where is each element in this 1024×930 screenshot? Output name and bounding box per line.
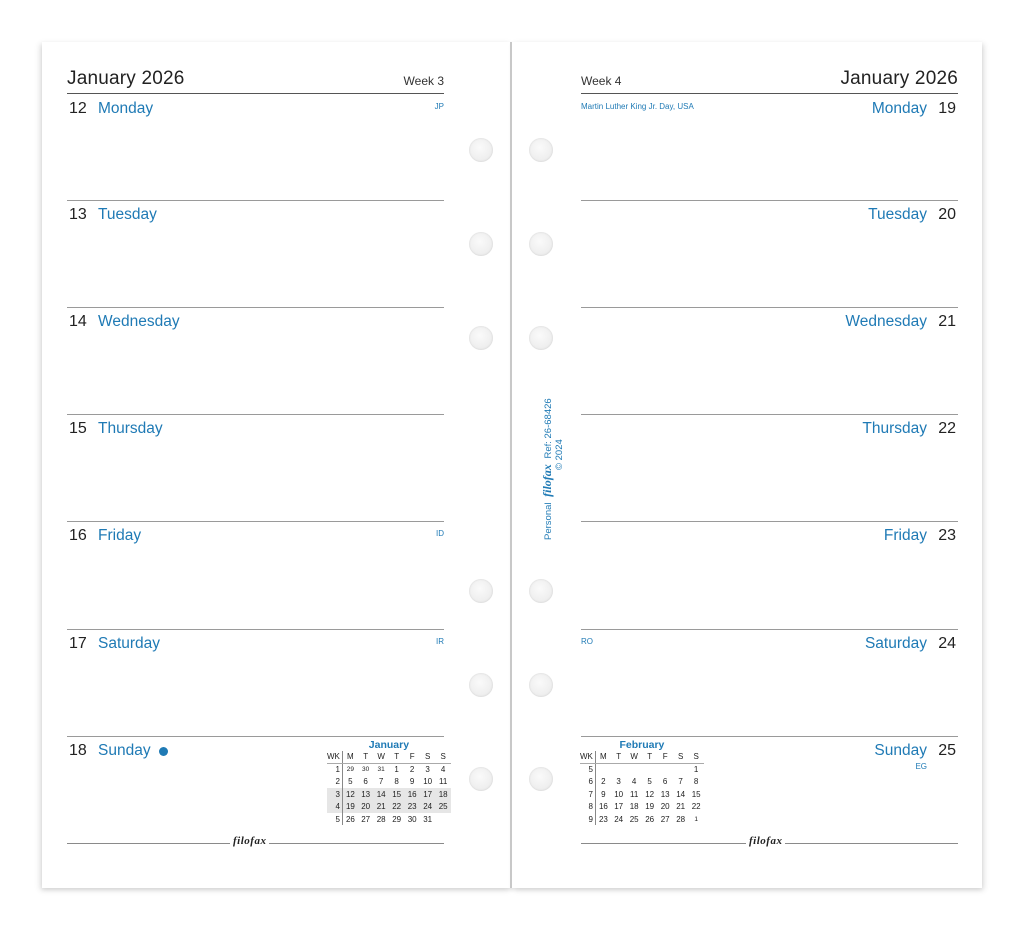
punch-hole-icon xyxy=(469,767,493,791)
cal-header: S xyxy=(420,751,436,763)
cal-day: 21 xyxy=(373,801,389,813)
cal-day xyxy=(673,763,689,775)
cal-day: 1 xyxy=(394,765,399,775)
cal-day: 27 xyxy=(660,814,670,824)
day-name: Wednesday xyxy=(845,313,927,330)
cal-header: T xyxy=(611,751,627,763)
punch-hole-icon xyxy=(469,673,493,697)
day-divider xyxy=(67,736,444,737)
punch-hole-icon xyxy=(529,232,553,256)
day-divider xyxy=(581,307,958,308)
week-label: Week 3 xyxy=(403,74,444,88)
cal-day: 24 xyxy=(614,814,624,824)
size-label: Personal xyxy=(543,502,554,540)
cal-day xyxy=(626,763,642,775)
day-entry-wednesday[interactable] xyxy=(67,307,444,414)
cal-day: 9 xyxy=(409,777,415,787)
left-page-header xyxy=(67,68,444,94)
cal-day: 19 xyxy=(342,801,358,813)
mini-calendar-title: January xyxy=(368,739,410,751)
day-name: Thursday xyxy=(862,420,927,437)
day-name: Friday xyxy=(98,527,142,544)
punch-hole-icon xyxy=(529,138,553,162)
cal-day: 5 xyxy=(647,777,652,787)
day-entry-saturday[interactable] xyxy=(67,629,444,736)
cal-day: 12 xyxy=(342,788,358,800)
cal-day: 3 xyxy=(616,777,621,787)
cal-header: F xyxy=(657,751,673,763)
cal-day: 31 xyxy=(423,814,433,824)
cal-day: 16 xyxy=(404,788,420,800)
cal-day xyxy=(657,763,673,775)
day-name: Monday xyxy=(98,100,154,117)
cal-day: 1 xyxy=(693,765,699,775)
day-name: Sunday xyxy=(98,742,151,759)
cal-day: 29 xyxy=(392,814,402,824)
day-entry-friday[interactable] xyxy=(581,521,958,628)
page-spine xyxy=(510,42,512,888)
cal-week-number: 6 xyxy=(580,776,595,788)
cal-week-number: 2 xyxy=(327,776,342,788)
mini-calendar-grid xyxy=(327,751,451,825)
cal-header: S xyxy=(673,751,689,763)
punch-hole-icon xyxy=(529,767,553,791)
cal-week-row xyxy=(580,801,704,813)
cal-day: 26 xyxy=(345,814,355,824)
filofax-logo: filofax xyxy=(230,835,269,847)
cal-day: 23 xyxy=(404,801,420,813)
cal-day: 31 xyxy=(377,766,385,774)
holiday-note: IR xyxy=(436,637,444,646)
cal-day: 22 xyxy=(389,801,405,813)
cal-week-number: 3 xyxy=(327,788,342,800)
day-divider xyxy=(581,629,958,630)
cal-day: 30 xyxy=(362,766,370,774)
day-number: 13 xyxy=(69,206,87,223)
cal-day: 18 xyxy=(435,788,451,800)
cal-day: 20 xyxy=(358,801,374,813)
cal-day: 18 xyxy=(629,802,639,812)
cal-day xyxy=(435,813,451,825)
day-entry-friday[interactable] xyxy=(67,521,444,628)
cal-day: 15 xyxy=(691,789,701,799)
day-name: Saturday xyxy=(864,635,927,652)
cal-header: F xyxy=(404,751,420,763)
cal-day: 7 xyxy=(678,777,683,787)
cal-week-number: 5 xyxy=(580,763,595,775)
left-page-footer xyxy=(67,835,444,847)
day-entry-monday[interactable] xyxy=(581,94,958,201)
right-page-header xyxy=(581,68,958,94)
cal-day: 11 xyxy=(629,789,639,799)
holiday-note: ID xyxy=(436,529,444,538)
cal-day: 28 xyxy=(676,814,686,824)
cal-day: 14 xyxy=(676,789,686,799)
day-name: Wednesday xyxy=(98,313,180,330)
day-number: 20 xyxy=(938,206,956,223)
cal-header: S xyxy=(435,751,451,763)
cal-day: 29 xyxy=(346,766,354,774)
day-divider xyxy=(67,200,444,201)
day-entry-wednesday[interactable] xyxy=(581,307,958,414)
punch-hole-icon xyxy=(529,579,553,603)
cal-day: 22 xyxy=(691,802,701,812)
day-divider xyxy=(67,307,444,308)
cal-day: 15 xyxy=(389,788,405,800)
cal-day: 21 xyxy=(676,802,686,812)
right-page-footer xyxy=(581,835,958,847)
cal-day: 7 xyxy=(378,777,384,787)
cal-day: 20 xyxy=(660,802,670,812)
cal-week-row-highlighted xyxy=(327,788,451,800)
cal-day: 6 xyxy=(662,777,668,787)
day-entry-thursday[interactable] xyxy=(581,414,958,521)
month-title: January 2026 xyxy=(840,68,958,89)
cal-day: 17 xyxy=(420,788,436,800)
cal-week-number: 8 xyxy=(580,801,595,813)
day-name: Friday xyxy=(883,527,927,544)
cal-day: 1 xyxy=(694,815,698,823)
day-entry-tuesday[interactable] xyxy=(581,200,958,307)
week-label: Week 4 xyxy=(581,74,622,88)
day-divider xyxy=(67,414,444,415)
day-name: Saturday xyxy=(98,635,161,652)
day-name: Tuesday xyxy=(98,206,157,223)
product-reference-text xyxy=(540,398,565,540)
cal-day: 23 xyxy=(598,814,608,824)
cal-day: 10 xyxy=(614,789,624,799)
cal-week-row xyxy=(327,813,451,825)
day-number: 16 xyxy=(69,527,87,544)
ref-code: Ref: 26-68426 xyxy=(543,398,554,459)
day-number: 19 xyxy=(938,100,956,117)
cal-header: WK xyxy=(327,751,342,763)
holiday-note: RO xyxy=(581,637,593,646)
cal-day xyxy=(611,763,627,775)
cal-day: 16 xyxy=(598,802,608,812)
day-number: 15 xyxy=(69,420,87,437)
filofax-logo: filofax xyxy=(746,835,785,847)
cal-day: 9 xyxy=(601,789,606,799)
cal-day: 5 xyxy=(348,777,353,787)
cal-day: 14 xyxy=(373,788,389,800)
day-entry-saturday[interactable] xyxy=(581,629,958,736)
cal-header: W xyxy=(373,751,389,763)
day-number: 17 xyxy=(69,635,87,652)
day-number: 25 xyxy=(938,742,956,759)
cal-day xyxy=(642,763,658,775)
cal-week-row xyxy=(580,813,704,825)
day-name: Tuesday xyxy=(868,206,927,223)
cal-week-row xyxy=(580,788,704,800)
cal-day: 2 xyxy=(601,777,606,787)
day-divider xyxy=(581,736,958,737)
day-number: 21 xyxy=(938,313,956,330)
cal-day: 8 xyxy=(394,777,399,787)
cal-day: 19 xyxy=(645,802,655,812)
day-entry-monday[interactable] xyxy=(67,94,444,201)
cal-week-number: 5 xyxy=(327,813,342,825)
cal-week-row xyxy=(580,763,704,775)
punch-hole-icon xyxy=(529,673,553,697)
cal-day: 6 xyxy=(363,777,368,787)
cal-header: W xyxy=(626,751,642,763)
cal-day: 4 xyxy=(631,777,637,787)
cal-day: 13 xyxy=(660,789,670,799)
filofax-logo: filofax xyxy=(540,464,554,497)
cal-day: 10 xyxy=(423,777,433,787)
day-number: 14 xyxy=(69,313,87,330)
cal-day: 25 xyxy=(629,814,639,824)
day-name: Thursday xyxy=(98,420,163,437)
cal-day: 2 xyxy=(409,765,415,775)
cal-day: 25 xyxy=(435,801,451,813)
full-moon-icon xyxy=(159,747,168,756)
punch-hole-icon xyxy=(469,579,493,603)
day-number: 23 xyxy=(938,527,956,544)
cal-week-number: 4 xyxy=(327,801,342,813)
mini-calendar-february xyxy=(580,739,704,825)
cal-week-row-highlighted xyxy=(327,801,451,813)
holiday-note: EG xyxy=(915,762,927,771)
day-number: 24 xyxy=(938,635,956,652)
cal-header: T xyxy=(358,751,374,763)
day-number: 18 xyxy=(69,742,87,759)
cal-day xyxy=(595,763,611,775)
day-number: 22 xyxy=(938,420,956,437)
cal-header: M xyxy=(595,751,611,763)
cal-week-number: 9 xyxy=(580,813,595,825)
cal-day: 3 xyxy=(425,765,430,775)
day-entry-thursday[interactable] xyxy=(67,414,444,521)
copyright-text: © 2024 xyxy=(554,439,565,470)
holiday-note: Martin Luther King Jr. Day, USA xyxy=(581,102,694,111)
day-divider xyxy=(581,414,958,415)
punch-hole-icon xyxy=(469,138,493,162)
month-title: January 2026 xyxy=(67,68,185,89)
cal-week-number: 1 xyxy=(327,763,342,775)
mini-calendar-grid xyxy=(580,751,704,825)
day-divider xyxy=(67,629,444,630)
day-entry-tuesday[interactable] xyxy=(67,200,444,307)
cal-header: M xyxy=(342,751,358,763)
day-divider xyxy=(581,521,958,522)
cal-week-row xyxy=(580,776,704,788)
cal-day: 12 xyxy=(645,789,655,799)
cal-day: 24 xyxy=(420,801,436,813)
cal-day: 4 xyxy=(440,765,446,775)
cal-day: 17 xyxy=(614,802,624,812)
punch-hole-icon xyxy=(529,326,553,350)
day-divider xyxy=(581,200,958,201)
cal-header: S xyxy=(688,751,704,763)
cal-day: 8 xyxy=(693,777,699,787)
punch-hole-icon xyxy=(469,326,493,350)
cal-week-row xyxy=(327,776,451,788)
cal-day: 13 xyxy=(358,788,374,800)
cal-day: 28 xyxy=(376,814,386,824)
cal-day: 27 xyxy=(361,814,371,824)
day-name: Sunday xyxy=(874,742,927,759)
cal-header: T xyxy=(389,751,405,763)
cal-day: 26 xyxy=(645,814,655,824)
punch-hole-icon xyxy=(469,232,493,256)
cal-day: 30 xyxy=(407,814,417,824)
day-name: Monday xyxy=(871,100,927,117)
cal-header: WK xyxy=(580,751,595,763)
cal-week-number: 7 xyxy=(580,788,595,800)
mini-calendar-title: February xyxy=(619,739,665,751)
day-number: 12 xyxy=(69,100,87,117)
holiday-note: JP xyxy=(434,102,444,111)
mini-calendar-january xyxy=(327,739,451,825)
day-divider xyxy=(67,521,444,522)
cal-week-row xyxy=(327,763,451,775)
cal-header: T xyxy=(642,751,658,763)
cal-day: 11 xyxy=(438,777,448,787)
